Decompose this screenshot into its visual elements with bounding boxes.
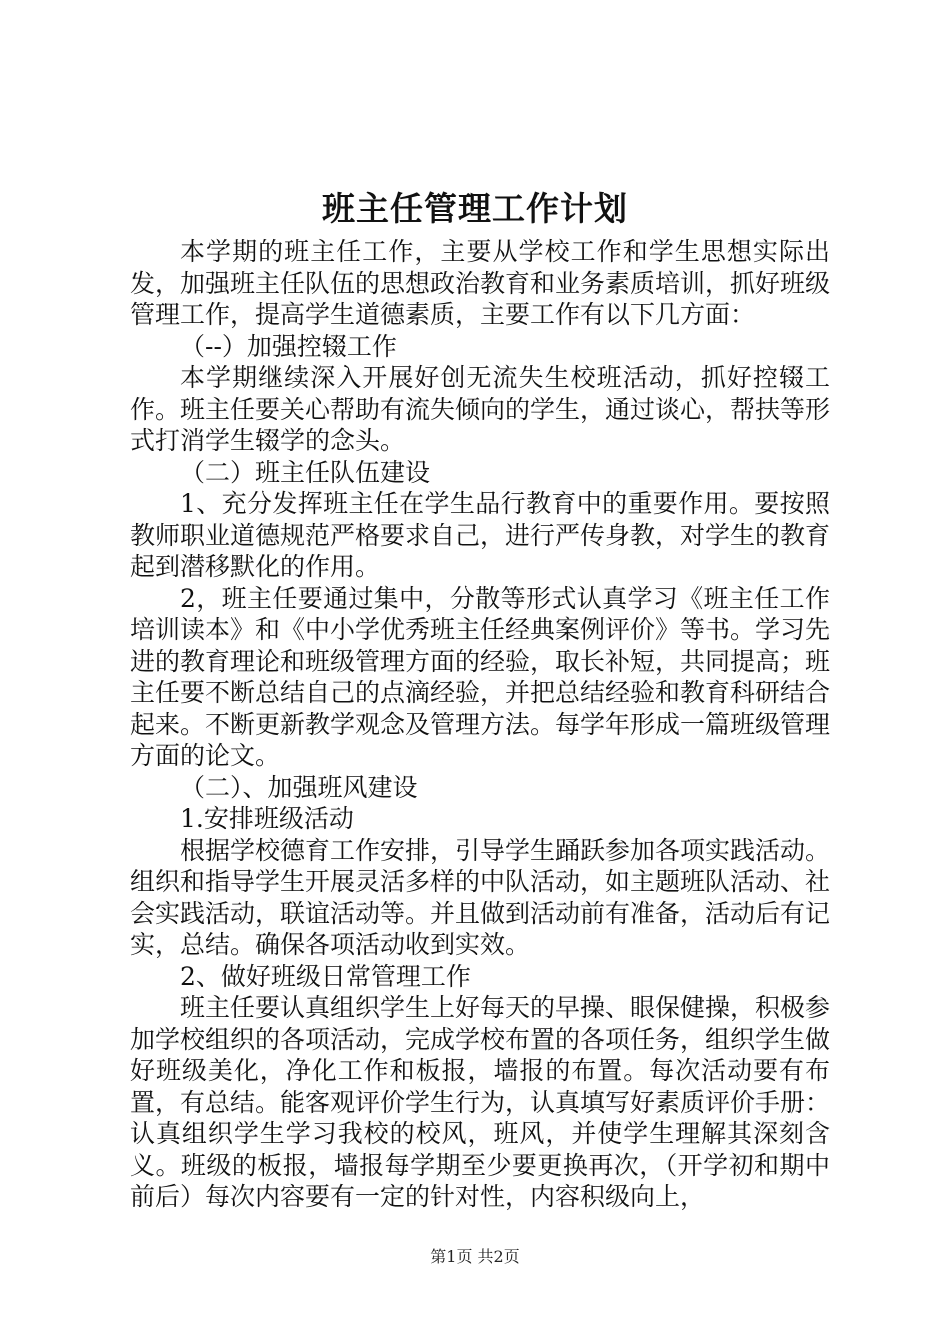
class-activities-paragraph: 根据学校德育工作安排，引导学生踊跃参加各项实践活动。组织和指导学生开展灵活多样的中队活动，如主题班队活动、社会实践活动，联谊活动等。并且做到活动前有准备，活动后有记实，总结。确保各项活动收到实效。	[130, 835, 831, 959]
teacher-team-item-2: 2，班主任要通过集中，分散等形式认真学习《班主任工作培训读本》和《中小学优秀班主任经典案例评价》等书。学习先进的教育理论和班级管理方面的经验，取长补短，共同提高；班主任要不断总结自己的点滴经验，并把总结经验和教育科研结合起来。不断更新教学观念及管理方法。每学年形成一篇班级管理方面的论文。	[130, 583, 831, 770]
teacher-team-item-1: 1、充分发挥班主任在学生品行教育中的重要作用。要按照教师职业道德规范严格要求自己，进行严传身教，对学生的教育起到潜移默化的作用。	[130, 489, 831, 581]
document-body	[130, 236, 830, 1213]
subheading-class-activities: 1.安排班级活动	[180, 804, 354, 833]
section-heading-class-culture: （二）、加强班风建设	[180, 772, 418, 802]
subheading-daily-management: 2、做好班级日常管理工作	[180, 961, 471, 991]
daily-management-paragraph: 班主任要认真组织学生上好每天的早操、眼保健操，积极参加学校组织的各项活动，完成学校布置的各项任务，组织学生做好班级美化，净化工作和板报，墙报的布置。每次活动要有布置，有总结。能客观评价学生行为，认真填写好素质评价手册：认真组织学生学习我校的校风，班风，并使学生理解其深刻含义。班级的板报，墙报每学期至少要更换再次，（开学初和期中前后）每次内容要有一定的针对性，内容积级向上，	[130, 993, 831, 1211]
intro-paragraph: 本学期的班主任工作，主要从学校工作和学生思想实际出发，加强班主任队伍的思想政治教育和业务素质培训，抓好班级管理工作，提高学生道德素质，主要工作有以下几方面：	[130, 237, 831, 329]
document-title: 班主任管理工作计划	[322, 189, 628, 228]
dropout-control-paragraph: 本学期继续深入开展好创无流失生校班活动，抓好控辍工作。班主任要关心帮助有流失倾向的学生，通过谈心，帮扶等形式打消学生辍学的念头。	[130, 363, 831, 455]
page-footer: 第1页 共2页	[430, 1247, 520, 1266]
section-heading-dropout-control: （--）加强控辍工作	[180, 331, 397, 361]
section-heading-teacher-team: （二）班主任队伍建设	[180, 457, 431, 487]
